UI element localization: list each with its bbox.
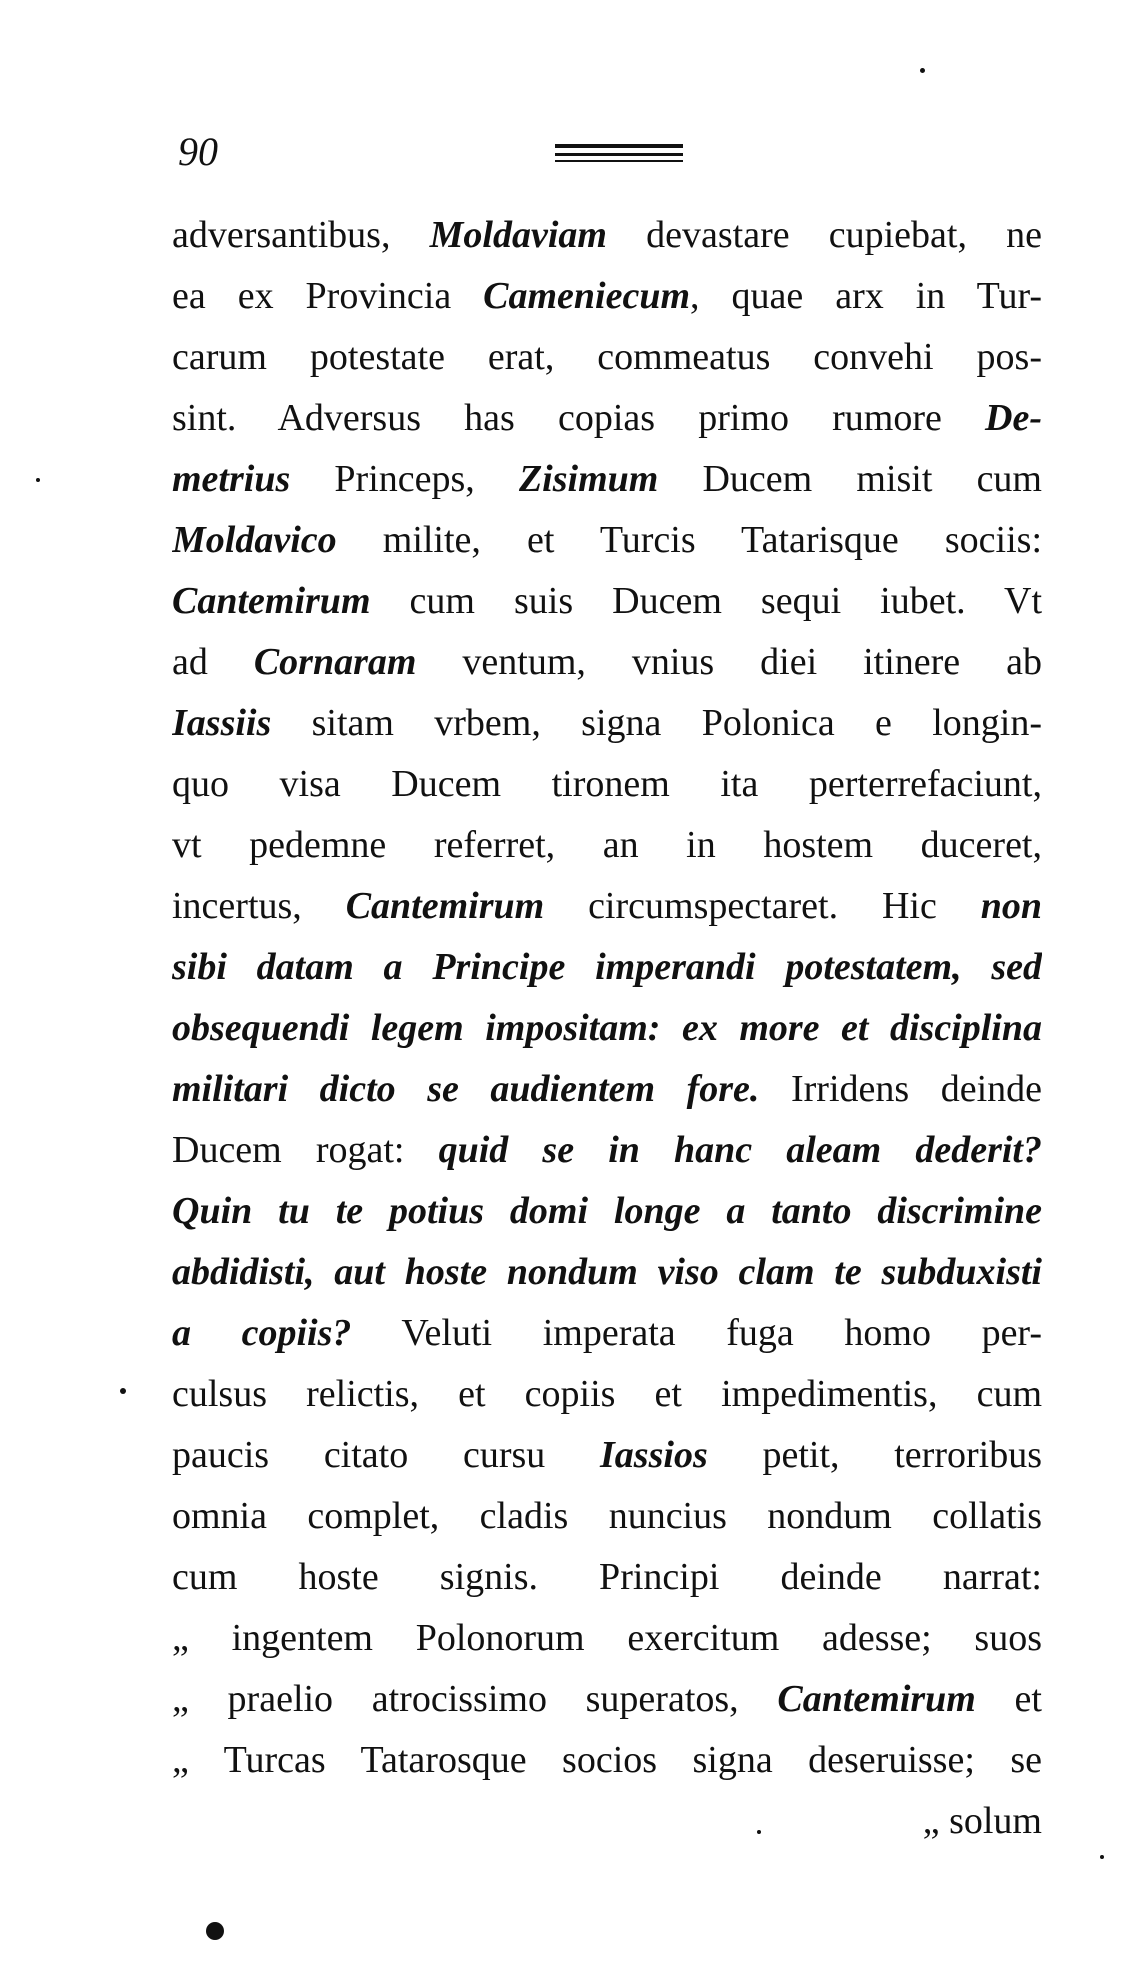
italic-text: Cameniecum [483,275,691,317]
scan-speck [36,478,40,482]
italic-text: obsequendi legem impositam: ex more et disciplina [172,1007,1042,1049]
text-line [172,998,1042,1059]
text-line [172,205,1042,266]
text-line [172,1486,1042,1547]
text-line [172,449,1042,510]
page-number: 90 [178,129,218,174]
text-line [172,1547,1042,1608]
italic-text: non [980,885,1042,927]
header-rule [555,144,683,148]
italic-text: Cornaram [253,641,417,683]
roman-text: quo visa Ducem tironem ita perterrefaciunt, [172,763,1042,805]
text-line [172,1181,1042,1242]
text-line [172,693,1042,754]
roman-text: sitam vrbem, signa Polonica e longin- [271,702,1042,744]
roman-text: sint. Adversus has copias primo rumore [172,397,986,439]
text-line [172,510,1042,571]
roman-text: Irridens deinde [759,1068,1042,1110]
italic-text: a copiis? [172,1312,352,1354]
roman-text: „ Turcas Tatarosque socios signa deseruisse; se [172,1739,1042,1781]
italic-text: quid se in hanc aleam dederit? [438,1129,1042,1171]
roman-text: incertus, [172,885,346,927]
text-line [172,571,1042,632]
body-text [172,205,1042,1852]
roman-text: Veluti imperata fuga homo per- [351,1312,1042,1354]
roman-text: carum potestate erat, commeatus convehi pos- [172,336,1042,378]
text-line [172,937,1042,998]
roman-text: adversantibus, [172,214,430,256]
roman-text: cum hoste signis. Principi deinde narrat: [172,1556,1042,1598]
text-line [172,876,1042,937]
text-line [172,1242,1042,1303]
italic-text: Quin tu te potius domi longe a tanto discrimine [172,1190,1042,1232]
text-line [172,1669,1042,1730]
italic-text: Iassios [600,1434,708,1476]
header-rule [555,153,683,156]
text-line [172,632,1042,693]
text-line [172,1791,1042,1852]
text-line [172,1303,1042,1364]
italic-text: sibi datam a Principe imperandi potestatem, sed [172,946,1042,988]
text-line [172,1425,1042,1486]
roman-text: , quae arx in Tur- [690,275,1042,317]
text-line [172,815,1042,876]
page-header [170,128,1040,178]
roman-text: Ducem misit cum [658,458,1042,500]
roman-text: petit, terroribus [707,1434,1042,1476]
scan-speck [1100,1855,1104,1859]
roman-text: vt pedemne referret, an in hostem duceret, [172,824,1042,866]
roman-text: „ praelio atrocissimo superatos, [172,1678,778,1720]
text-line [172,388,1042,449]
scan-speck [120,1388,126,1394]
italic-text: Iassiis [172,702,272,744]
roman-text: et [975,1678,1042,1720]
text-line [172,1120,1042,1181]
roman-text: Ducem rogat: [172,1129,439,1171]
roman-text: circumspectaret. Hic [544,885,981,927]
text-line [172,327,1042,388]
italic-text: Cantemirum [777,1678,976,1720]
text-line [172,1059,1042,1120]
roman-text: „ solum [922,1800,1042,1842]
roman-text: ea ex Provincia [172,275,484,317]
roman-text: paucis citato cursu [172,1434,601,1476]
text-line [172,266,1042,327]
roman-text: devastare cupiebat, ne [606,214,1042,256]
roman-text: ventum, vnius diei itinere ab [416,641,1042,683]
roman-text: omnia complet, cladis nuncius nondum collatis [172,1495,1042,1537]
italic-text: Zisimum [518,458,659,500]
italic-text: abdidisti, aut hoste nondum viso clam te subduxisti [172,1251,1042,1293]
scan-speck [920,68,925,73]
italic-text: metrius [172,458,291,500]
text-line [172,1608,1042,1669]
italic-text: Cantemirum [345,885,545,927]
italic-text: Cantemirum [172,580,371,622]
roman-text: cum suis Ducem sequi iubet. Vt [370,580,1042,622]
scan-speck [757,1830,761,1834]
text-line [172,754,1042,815]
italic-text: Moldaviam [429,214,607,256]
roman-text: Princeps, [290,458,519,500]
italic-text: De- [985,397,1042,439]
scan-speck [206,1922,224,1940]
header-rule [555,160,683,162]
text-line [172,1730,1042,1791]
roman-text: ad [172,641,254,683]
italic-text: Moldavico [172,519,337,561]
text-line [172,1364,1042,1425]
italic-text: militari dicto se audientem fore. [172,1068,760,1110]
roman-text: culsus relictis, et copiis et impedimentis, cum [172,1373,1042,1415]
roman-text: milite, et Turcis Tatarisque sociis: [336,519,1042,561]
roman-text: „ ingentem Polonorum exercitum adesse; suos [172,1617,1042,1659]
